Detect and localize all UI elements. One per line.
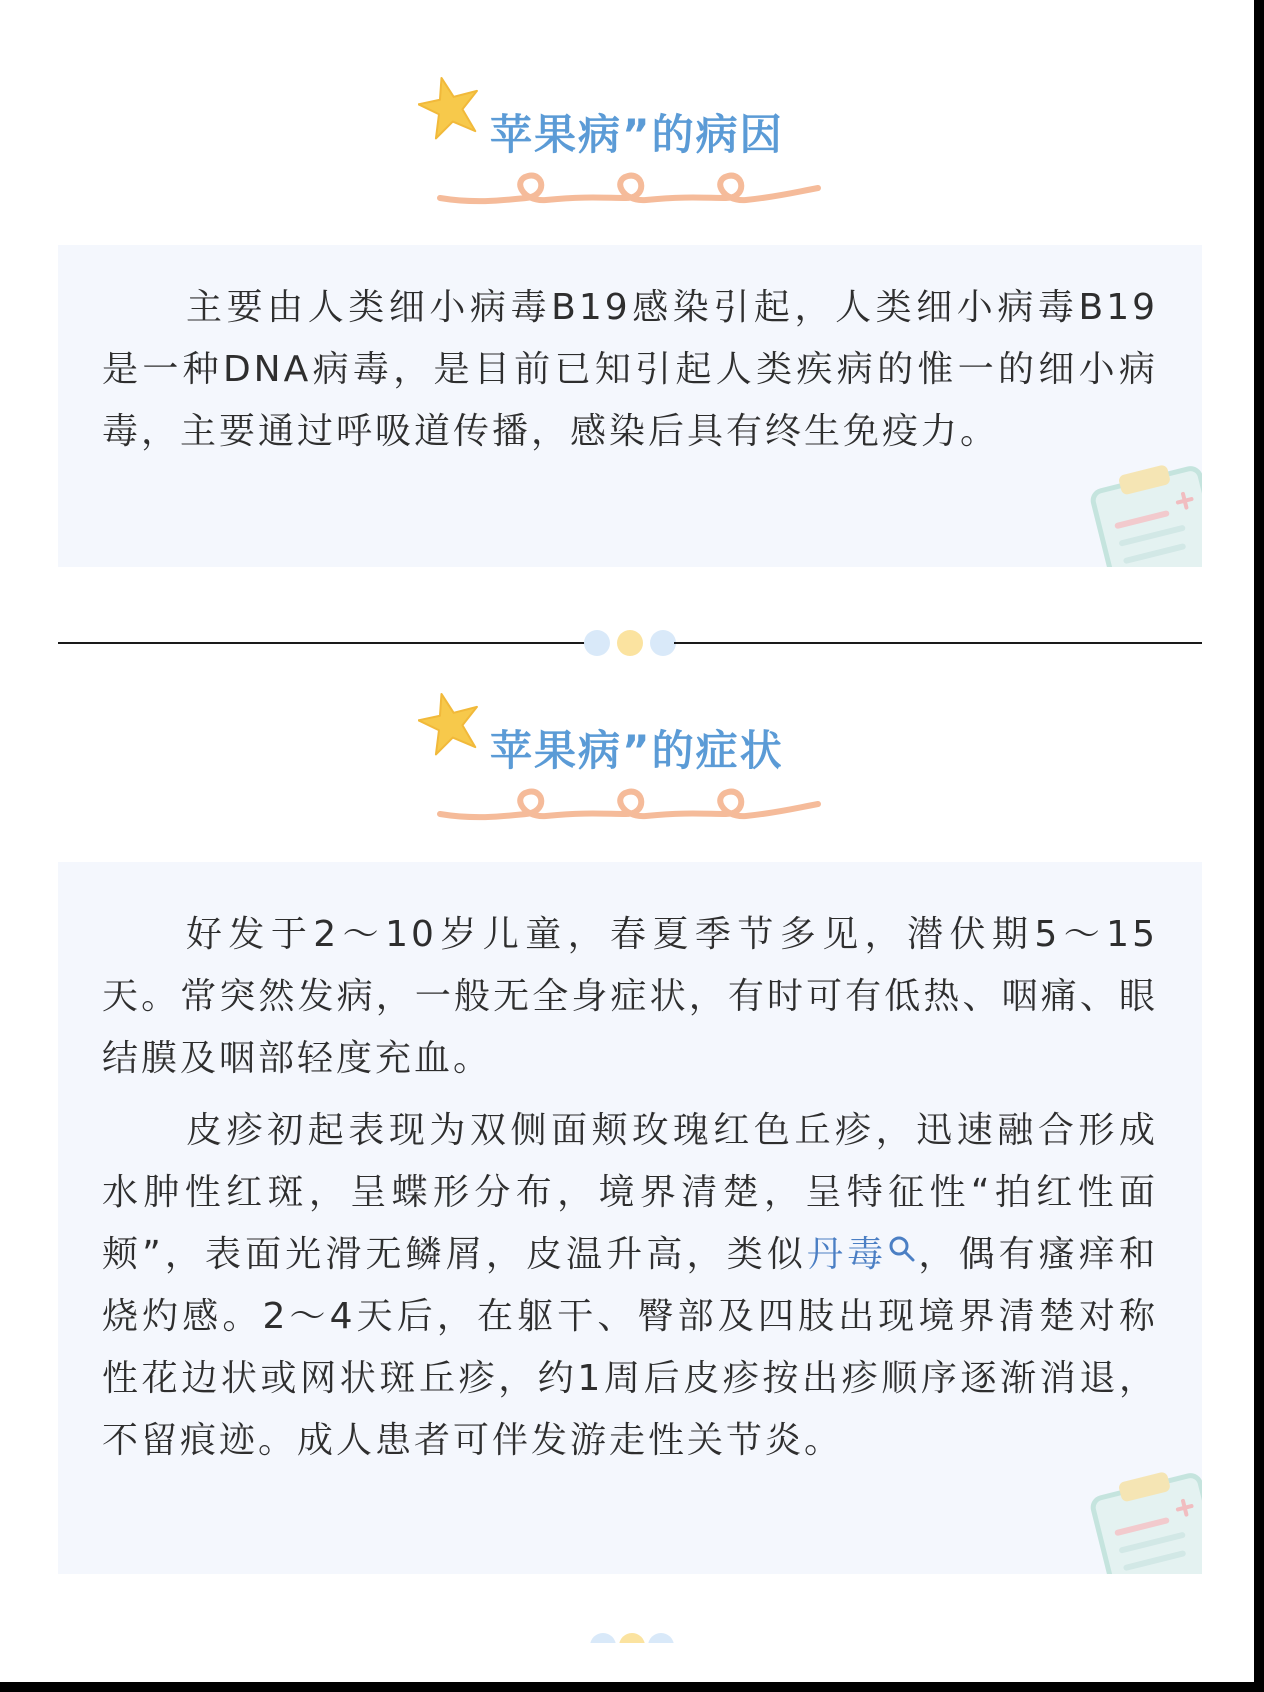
paragraph: 主要由人类细小病毒B19感染引起，人类细小病毒B19是一种DNA病毒，是目前已知引起人类疾病的惟一的细小病毒，主要通过呼吸道传播，感染后具有终生免疫力。 [102, 287, 1158, 452]
screen-edge-right [1254, 0, 1264, 1692]
divider-dot [619, 1633, 645, 1643]
clipboard-icon [1052, 442, 1202, 567]
section-divider [58, 628, 1202, 658]
divider-dot [617, 630, 643, 656]
content-card-cause [58, 245, 1202, 567]
paragraph-text: ，偶有瘙痒和烧灼感。2～4天后，在躯干、臀部及四肢出现境界清楚对称性花边状或网状斑丘疹，约1周后皮疹按出疹顺序逐渐消退，不留痕迹。成人患者可伴发游走性关节炎。 [102, 1234, 1158, 1461]
divider-dot [584, 630, 610, 656]
section-header-cause [0, 72, 1264, 222]
divider-dots-partial [590, 1633, 674, 1643]
search-icon[interactable] [887, 1234, 917, 1264]
squiggle-decoration [436, 776, 822, 832]
divider-line [58, 642, 586, 644]
paragraph-text: 皮疹初起表现为双侧面颊玫瑰红色丘疹，迅速融合形成水肿性红斑，呈蝶形分布，境界清楚，呈特征性“拍红性面颊”，表面光滑无鳞屑，皮温升高，类似 [102, 1110, 1158, 1275]
star-icon [418, 72, 490, 144]
paragraph: 好发于2～10岁儿童，春夏季节多见，潜伏期5～15天。常突然发病，一般无全身症状，有时可有低热、咽痛、眼结膜及咽部轻度充血。 [102, 914, 1158, 1079]
divider-dot [650, 630, 676, 656]
divider-dot [590, 1633, 616, 1643]
star-icon [418, 688, 490, 760]
clipboard-icon [1052, 1449, 1202, 1574]
screen-edge-bottom [0, 1682, 1264, 1692]
section-header-symptoms [0, 688, 1264, 838]
disease-link[interactable]: 丹毒 [806, 1234, 888, 1275]
section-title: 苹果病”的症状 [490, 726, 784, 775]
section-title: 苹果病”的病因 [490, 110, 784, 159]
divider-line [674, 642, 1202, 644]
paragraph [102, 1100, 1158, 1472]
squiggle-decoration [436, 160, 822, 216]
content-card-symptoms [58, 862, 1202, 1574]
divider-dot [648, 1633, 674, 1643]
